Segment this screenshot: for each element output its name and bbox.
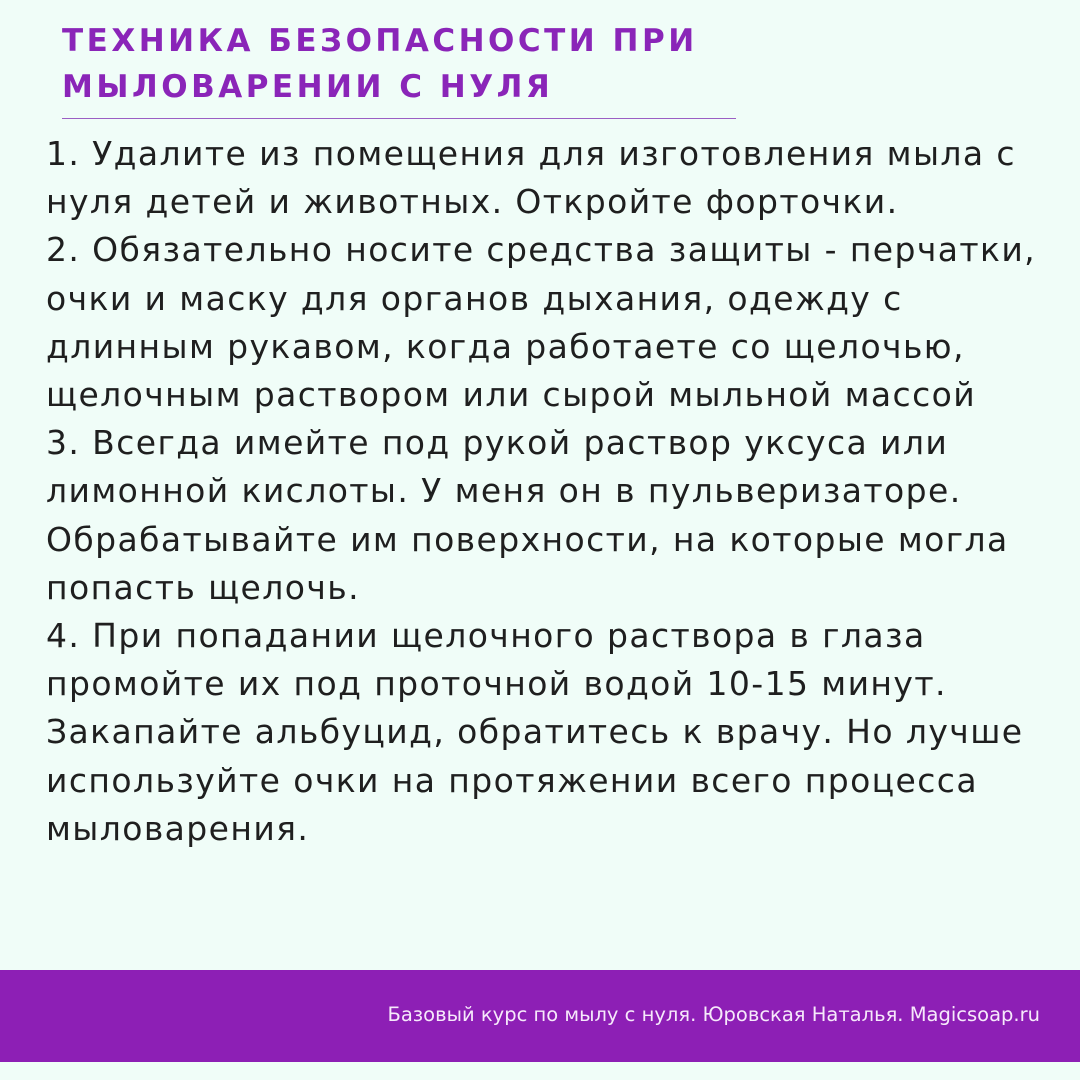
safety-rule-4: 4. При попадании щелочного раствора в глаза промойте их под проточной водой 10-15 минут. Закапайте альбуцид, обратитесь к врачу. Но лучше используйте очки на протяжении всего процесса мыловарения. xyxy=(46,616,1024,848)
page-title-line-1: ТЕХНИКА БЕЗОПАСНОСТИ ПРИ xyxy=(62,23,698,59)
page-title-line-2: МЫЛОВАРЕНИИ С НУЛЯ xyxy=(62,69,554,105)
safety-rule-1: 1. Удалите из помещения для изготовления мыла с нуля детей и животных. Откройте форточки. xyxy=(46,134,1016,222)
footer-credit: Базовый курс по мылу с нуля. Юровская Наталья. Magicsoap.ru xyxy=(387,1003,1040,1026)
safety-rules-list xyxy=(46,130,1056,853)
page-title xyxy=(62,18,762,110)
safety-rule-3: 3. Всегда имейте под рукой раствор уксуса или лимонной кислоты. У меня он в пульверизаторе. Обрабатывайте им поверхности, на которые могла попасть щелочь. xyxy=(46,423,1009,607)
safety-rule-2: 2. Обязательно носите средства защиты - перчатки, очки и маску для органов дыхания, одежду с длинным рукавом, когда работаете со щелочью, щелочным раствором или сырой мыльной массой xyxy=(46,230,1037,415)
footer-bar xyxy=(0,970,1080,1062)
title-divider xyxy=(62,118,736,119)
